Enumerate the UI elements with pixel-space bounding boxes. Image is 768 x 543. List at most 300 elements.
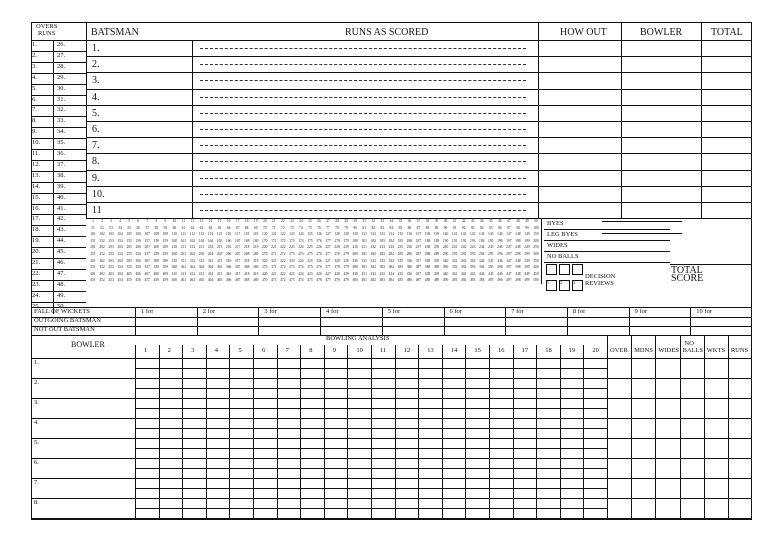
over-cell[interactable] (183, 359, 205, 377)
run-tally-number[interactable]: 385 (397, 265, 404, 270)
over-cell[interactable] (183, 379, 205, 397)
run-tally-number[interactable]: 448 (515, 271, 521, 276)
total-field[interactable] (702, 122, 750, 136)
run-tally-number[interactable]: 485 (397, 278, 404, 283)
run-tally-number[interactable]: 402 (99, 271, 105, 276)
over-cell[interactable] (372, 359, 394, 377)
run-tally-number[interactable]: 472 (280, 278, 286, 283)
run-tally-number[interactable]: 392 (460, 265, 467, 270)
run-tally-number[interactable]: 347 (506, 258, 512, 263)
run-tally-number[interactable]: 59 (163, 225, 168, 230)
run-tally-number[interactable]: 82 (371, 225, 376, 230)
run-tally-number[interactable]: 482 (370, 278, 376, 283)
run-tally-number[interactable]: 43 (470, 219, 475, 223)
run-tally-number[interactable]: 196 (497, 238, 503, 243)
run-tally-number[interactable]: 221 (271, 245, 277, 250)
run-tally-number[interactable]: 495 (488, 278, 494, 283)
over-cell[interactable] (160, 379, 182, 397)
run-tally-number[interactable]: 191 (451, 238, 458, 243)
run-tally-number[interactable]: 345 (488, 258, 494, 263)
run-tally-number[interactable]: 399 (524, 265, 530, 270)
run-tally-number[interactable]: 38 (425, 219, 430, 223)
run-tally-number[interactable]: 437 (415, 271, 422, 276)
run-tally-number[interactable]: 404 (117, 271, 123, 276)
over-cell[interactable] (514, 439, 536, 457)
over-cell[interactable] (301, 379, 323, 397)
run-tally-number[interactable]: 57 (145, 225, 150, 230)
bowler-field[interactable] (622, 171, 700, 185)
run-tally-number[interactable]: 432 (370, 271, 376, 276)
run-tally-number[interactable]: 401 (90, 271, 96, 276)
run-tally-number[interactable]: 142 (460, 232, 467, 237)
run-tally-number[interactable]: 349 (524, 258, 530, 263)
run-tally-number[interactable]: 184 (388, 238, 394, 243)
run-tally-number[interactable]: 148 (515, 232, 521, 237)
run-tally-number[interactable]: 117 (234, 232, 241, 237)
run-tally-number[interactable]: 121 (271, 232, 277, 237)
run-tally-number[interactable]: 252 (99, 252, 105, 256)
over-cell[interactable] (325, 499, 347, 517)
batsman-name-field[interactable] (106, 138, 190, 152)
run-tally-number[interactable]: 4 (119, 219, 121, 223)
over-cell[interactable] (207, 379, 229, 397)
run-tally-number[interactable]: 108 (153, 232, 159, 237)
run-tally-number[interactable]: 162 (189, 238, 196, 243)
run-tally-number[interactable]: 412 (189, 271, 196, 276)
run-tally-number[interactable]: 331 (361, 258, 367, 263)
runs-dotted-line[interactable] (200, 97, 526, 98)
over-cell[interactable] (490, 419, 512, 437)
run-tally-number[interactable]: 486 (406, 278, 413, 283)
over-cell[interactable] (466, 379, 488, 397)
run-tally-number[interactable]: 296 (497, 252, 503, 256)
over-cell[interactable] (348, 479, 370, 497)
run-tally-number[interactable]: 178 (334, 238, 340, 243)
over-cell[interactable] (325, 359, 347, 377)
run-tally-number[interactable]: 260 (171, 252, 178, 256)
run-tally-number[interactable]: 167 (234, 238, 241, 243)
run-tally-number[interactable]: 31 (362, 219, 366, 223)
run-tally-number[interactable]: 106 (135, 232, 141, 237)
run-tally-number[interactable]: 15 (217, 219, 222, 223)
run-tally-number[interactable]: 36 (407, 219, 412, 223)
run-tally-number[interactable]: 102 (99, 232, 105, 237)
run-tally-number[interactable]: 352 (99, 265, 105, 270)
batsman-name-field[interactable] (106, 203, 190, 217)
run-tally-number[interactable]: 119 (253, 232, 259, 237)
run-tally-number[interactable]: 415 (216, 271, 223, 276)
bowler-field[interactable] (622, 41, 700, 55)
over-cell[interactable] (396, 499, 418, 517)
run-tally-number[interactable]: 32 (371, 219, 376, 223)
run-tally-number[interactable]: 16 (226, 219, 231, 223)
run-tally-number[interactable]: 386 (406, 265, 413, 270)
fow-score-field[interactable] (506, 317, 566, 325)
run-tally-number[interactable]: 327 (325, 258, 331, 263)
run-tally-number[interactable]: 236 (406, 245, 413, 250)
run-tally-number[interactable]: 316 (225, 258, 232, 263)
bowler-name-field[interactable] (43, 480, 133, 496)
run-tally-number[interactable]: 243 (469, 245, 476, 250)
run-tally-number[interactable]: 283 (379, 252, 385, 256)
run-tally-number[interactable]: 250 (533, 245, 539, 250)
run-tally-number[interactable]: 33 (380, 219, 385, 223)
run-tally-number[interactable]: 280 (352, 252, 358, 256)
bowler-field[interactable] (622, 57, 700, 71)
run-tally-number[interactable]: 25 (308, 219, 312, 223)
run-tally-number[interactable]: 453 (108, 278, 114, 283)
over-cell[interactable] (278, 359, 300, 377)
over-cell[interactable] (207, 479, 229, 497)
over-cell[interactable] (301, 399, 323, 417)
run-tally-number[interactable]: 239 (433, 245, 440, 250)
run-tally-number[interactable]: 201 (90, 245, 96, 250)
run-tally-number[interactable]: 177 (325, 238, 331, 243)
run-tally-number[interactable]: 194 (479, 238, 485, 243)
over-cell[interactable] (584, 499, 606, 517)
run-tally-number[interactable]: 496 (497, 278, 503, 283)
run-tally-number[interactable]: 489 (433, 278, 440, 283)
run-tally-number[interactable]: 253 (108, 252, 114, 256)
run-tally-number[interactable]: 265 (216, 252, 223, 256)
run-tally-number[interactable]: 92 (461, 225, 466, 230)
over-cell[interactable] (160, 439, 182, 457)
run-tally-number[interactable]: 389 (433, 265, 440, 270)
run-tally-number[interactable]: 494 (479, 278, 485, 283)
run-tally-number[interactable]: 406 (135, 271, 141, 276)
run-tally-number[interactable]: 319 (253, 258, 259, 263)
run-tally-number[interactable]: 483 (379, 278, 385, 283)
over-cell[interactable] (207, 359, 229, 377)
run-tally-number[interactable]: 200 (533, 238, 539, 243)
run-tally-number[interactable]: 444 (479, 271, 485, 276)
run-tally-number[interactable]: 290 (442, 252, 449, 256)
how-out-field[interactable] (539, 154, 620, 168)
over-cell[interactable] (207, 439, 229, 457)
total-field[interactable] (702, 106, 750, 120)
fow-score-field[interactable] (630, 317, 690, 325)
run-tally-number[interactable]: 306 (135, 258, 141, 263)
run-tally-number[interactable]: 371 (271, 265, 277, 270)
run-tally-number[interactable]: 28 (335, 219, 339, 223)
run-tally-number[interactable]: 210 (171, 245, 178, 250)
run-tally-number[interactable]: 154 (117, 238, 123, 243)
over-cell[interactable] (584, 359, 606, 377)
run-tally-number[interactable]: 334 (388, 258, 394, 263)
run-tally-number[interactable]: 414 (207, 271, 214, 276)
runs-dotted-line[interactable] (200, 194, 526, 195)
run-tally-number[interactable]: 202 (99, 245, 105, 250)
over-cell[interactable] (514, 499, 536, 517)
over-cell[interactable] (466, 499, 488, 517)
over-cell[interactable] (584, 419, 606, 437)
total-field[interactable] (702, 57, 750, 71)
run-tally-number[interactable]: 153 (108, 238, 114, 243)
run-tally-number[interactable]: 217 (234, 245, 241, 250)
run-tally-number[interactable]: 471 (271, 278, 277, 283)
run-tally-number[interactable]: 215 (216, 245, 223, 250)
run-tally-number[interactable]: 333 (379, 258, 385, 263)
over-cell[interactable] (419, 499, 441, 517)
run-tally-number[interactable]: 145 (488, 232, 494, 237)
over-cell[interactable] (537, 379, 559, 397)
run-tally-number[interactable]: 116 (225, 232, 232, 237)
run-tally-number[interactable]: 468 (243, 278, 250, 283)
run-tally-number[interactable]: 11 (181, 219, 186, 223)
run-tally-number[interactable]: 21 (272, 219, 276, 223)
over-cell[interactable] (325, 459, 347, 477)
over-cell[interactable] (514, 359, 536, 377)
over-cell[interactable] (136, 439, 158, 457)
over-cell[interactable] (396, 359, 418, 377)
over-cell[interactable] (183, 459, 205, 477)
run-tally-number[interactable]: 70 (262, 225, 267, 230)
run-tally-number[interactable]: 355 (126, 265, 132, 270)
run-tally-number[interactable]: 41 (452, 219, 457, 223)
run-tally-number[interactable]: 80 (353, 225, 357, 230)
run-tally-number[interactable]: 231 (361, 245, 367, 250)
run-tally-number[interactable]: 225 (307, 245, 313, 250)
over-cell[interactable] (514, 419, 536, 437)
bowler-field[interactable] (622, 154, 700, 168)
run-tally-number[interactable]: 344 (479, 258, 485, 263)
run-tally-number[interactable]: 34 (389, 219, 394, 223)
over-cell[interactable] (278, 459, 300, 477)
run-tally-number[interactable]: 372 (280, 265, 286, 270)
run-tally-number[interactable]: 233 (379, 245, 385, 250)
over-cell[interactable] (254, 439, 276, 457)
run-tally-number[interactable]: 156 (135, 238, 141, 243)
run-tally-number[interactable]: 13 (199, 219, 204, 223)
over-cell[interactable] (301, 419, 323, 437)
run-tally-number[interactable]: 35 (398, 219, 403, 223)
run-tally-number[interactable]: 169 (253, 238, 259, 243)
run-tally-number[interactable]: 242 (460, 245, 467, 250)
run-tally-number[interactable]: 479 (343, 278, 349, 283)
over-cell[interactable] (490, 479, 512, 497)
run-tally-number[interactable]: 269 (253, 252, 259, 256)
over-cell[interactable] (443, 419, 465, 437)
run-tally-number[interactable]: 490 (442, 278, 449, 283)
over-cell[interactable] (396, 379, 418, 397)
over-cell[interactable] (301, 479, 323, 497)
over-cell[interactable] (419, 419, 441, 437)
run-tally-number[interactable]: 124 (298, 232, 304, 237)
over-cell[interactable] (443, 379, 465, 397)
over-cell[interactable] (230, 399, 252, 417)
run-tally-number[interactable]: 251 (90, 252, 96, 256)
run-tally-number[interactable]: 390 (442, 265, 449, 270)
bowler-name-field[interactable] (43, 500, 133, 516)
run-tally-number[interactable]: 256 (135, 252, 141, 256)
run-tally-number[interactable]: 45 (488, 219, 493, 223)
over-cell[interactable] (230, 379, 252, 397)
run-tally-number[interactable]: 477 (325, 278, 331, 283)
run-tally-number[interactable]: 77 (326, 225, 330, 230)
over-cell[interactable] (183, 439, 205, 457)
over-cell[interactable] (348, 439, 370, 457)
run-tally-number[interactable]: 440 (442, 271, 449, 276)
over-cell[interactable] (372, 379, 394, 397)
run-tally-number[interactable]: 394 (479, 265, 485, 270)
run-tally-number[interactable]: 321 (271, 258, 277, 263)
over-cell[interactable] (160, 419, 182, 437)
run-tally-number[interactable]: 48 (516, 219, 520, 223)
over-cell[interactable] (160, 459, 182, 477)
run-tally-number[interactable]: 375 (307, 265, 313, 270)
extras-value-field[interactable] (594, 252, 669, 261)
run-tally-number[interactable]: 499 (524, 278, 530, 283)
over-cell[interactable] (584, 439, 606, 457)
run-tally-number[interactable]: 179 (343, 238, 349, 243)
over-cell[interactable] (584, 399, 606, 417)
run-tally-number[interactable]: 433 (379, 271, 385, 276)
run-tally-number[interactable]: 473 (289, 278, 295, 283)
how-out-field[interactable] (539, 41, 620, 55)
run-tally-number[interactable]: 193 (469, 238, 476, 243)
run-tally-number[interactable]: 336 (406, 258, 413, 263)
over-cell[interactable] (514, 479, 536, 497)
run-tally-number[interactable]: 361 (180, 265, 187, 270)
run-tally-number[interactable]: 259 (162, 252, 168, 256)
over-cell[interactable] (561, 379, 583, 397)
run-tally-number[interactable]: 357 (144, 265, 150, 270)
review-box[interactable] (559, 264, 570, 275)
total-field[interactable] (702, 187, 750, 201)
run-tally-number[interactable]: 211 (180, 245, 187, 250)
run-tally-number[interactable]: 342 (460, 258, 467, 263)
run-tally-number[interactable]: 318 (243, 258, 250, 263)
run-tally-number[interactable]: 498 (515, 278, 521, 283)
run-tally-number[interactable]: 101 (90, 232, 96, 237)
run-tally-number[interactable]: 364 (207, 265, 214, 270)
run-tally-number[interactable]: 378 (334, 265, 340, 270)
run-tally-number[interactable]: 326 (316, 258, 322, 263)
run-tally-number[interactable]: 382 (370, 265, 376, 270)
run-tally-number[interactable]: 278 (334, 252, 340, 256)
run-tally-number[interactable]: 308 (153, 258, 159, 263)
run-tally-number[interactable]: 491 (451, 278, 458, 283)
run-tally-number[interactable]: 151 (90, 238, 96, 243)
over-cell[interactable] (561, 419, 583, 437)
run-tally-number[interactable]: 152 (99, 238, 105, 243)
over-cell[interactable] (466, 479, 488, 497)
run-tally-number[interactable]: 185 (397, 238, 404, 243)
run-tally-number[interactable]: 353 (108, 265, 114, 270)
over-cell[interactable] (443, 459, 465, 477)
run-tally-number[interactable]: 277 (325, 252, 331, 256)
run-tally-number[interactable]: 170 (262, 238, 268, 243)
run-tally-number[interactable]: 360 (171, 265, 178, 270)
run-tally-number[interactable]: 208 (153, 245, 159, 250)
run-tally-number[interactable]: 1 (92, 219, 94, 223)
run-tally-number[interactable]: 187 (415, 238, 422, 243)
over-cell[interactable] (419, 399, 441, 417)
run-tally-number[interactable]: 99 (525, 225, 529, 230)
over-cell[interactable] (254, 379, 276, 397)
run-tally-number[interactable]: 305 (126, 258, 132, 263)
run-tally-number[interactable]: 410 (171, 271, 178, 276)
run-tally-number[interactable]: 309 (162, 258, 168, 263)
over-cell[interactable] (584, 459, 606, 477)
run-tally-number[interactable]: 425 (307, 271, 313, 276)
run-tally-number[interactable]: 289 (433, 252, 440, 256)
run-tally-number[interactable]: 226 (316, 245, 322, 250)
total-field[interactable] (702, 203, 750, 217)
run-tally-number[interactable]: 64 (208, 225, 213, 230)
run-tally-number[interactable]: 203 (108, 245, 114, 250)
run-tally-number[interactable]: 228 (334, 245, 340, 250)
over-cell[interactable] (396, 419, 418, 437)
over-cell[interactable] (372, 419, 394, 437)
run-tally-number[interactable]: 263 (198, 252, 205, 256)
run-tally-number[interactable]: 376 (316, 265, 322, 270)
over-cell[interactable] (443, 399, 465, 417)
run-tally-number[interactable]: 71 (272, 225, 276, 230)
run-tally-number[interactable]: 419 (253, 271, 259, 276)
run-tally-number[interactable]: 50 (534, 219, 538, 223)
run-tally-number[interactable]: 420 (262, 271, 268, 276)
fow-score-field[interactable] (259, 317, 319, 325)
over-cell[interactable] (396, 479, 418, 497)
over-cell[interactable] (325, 419, 347, 437)
run-tally-number[interactable]: 227 (325, 245, 331, 250)
run-tally-number[interactable]: 303 (108, 258, 114, 263)
run-tally-number[interactable]: 241 (451, 245, 458, 250)
over-cell[interactable] (372, 439, 394, 457)
run-tally-number[interactable]: 98 (516, 225, 520, 230)
run-tally-number[interactable]: 407 (144, 271, 150, 276)
run-tally-number[interactable]: 292 (460, 252, 467, 256)
over-cell[interactable] (230, 459, 252, 477)
run-tally-number[interactable]: 23 (290, 219, 294, 223)
run-tally-number[interactable]: 46 (498, 219, 502, 223)
bowler-name-field[interactable] (43, 380, 133, 396)
run-tally-number[interactable]: 205 (126, 245, 132, 250)
run-tally-number[interactable]: 69 (253, 225, 258, 230)
over-cell[interactable] (537, 359, 559, 377)
run-tally-number[interactable]: 450 (533, 271, 539, 276)
how-out-field[interactable] (539, 57, 620, 71)
run-tally-number[interactable]: 323 (289, 258, 295, 263)
run-tally-number[interactable]: 214 (207, 245, 214, 250)
over-cell[interactable] (207, 499, 229, 517)
run-tally-number[interactable]: 134 (388, 232, 394, 237)
run-tally-number[interactable]: 328 (334, 258, 340, 263)
over-cell[interactable] (443, 439, 465, 457)
over-cell[interactable] (230, 359, 252, 377)
review-box[interactable] (546, 264, 557, 275)
run-tally-number[interactable]: 182 (370, 238, 376, 243)
run-tally-number[interactable]: 297 (506, 252, 512, 256)
run-tally-number[interactable]: 47 (507, 219, 511, 223)
run-tally-number[interactable]: 311 (180, 258, 187, 263)
run-tally-number[interactable]: 284 (388, 252, 394, 256)
run-tally-number[interactable]: 114 (207, 232, 214, 237)
run-tally-number[interactable]: 244 (479, 245, 485, 250)
run-tally-number[interactable]: 175 (307, 238, 313, 243)
run-tally-number[interactable]: 146 (497, 232, 503, 237)
run-tally-number[interactable]: 274 (298, 252, 304, 256)
run-tally-number[interactable]: 429 (343, 271, 349, 276)
run-tally-number[interactable]: 204 (117, 245, 123, 250)
run-tally-number[interactable]: 312 (189, 258, 196, 263)
run-tally-number[interactable]: 96 (498, 225, 502, 230)
over-cell[interactable] (325, 399, 347, 417)
run-tally-number[interactable]: 396 (497, 265, 503, 270)
run-tally-number[interactable]: 351 (90, 265, 96, 270)
run-tally-number[interactable]: 400 (533, 265, 539, 270)
